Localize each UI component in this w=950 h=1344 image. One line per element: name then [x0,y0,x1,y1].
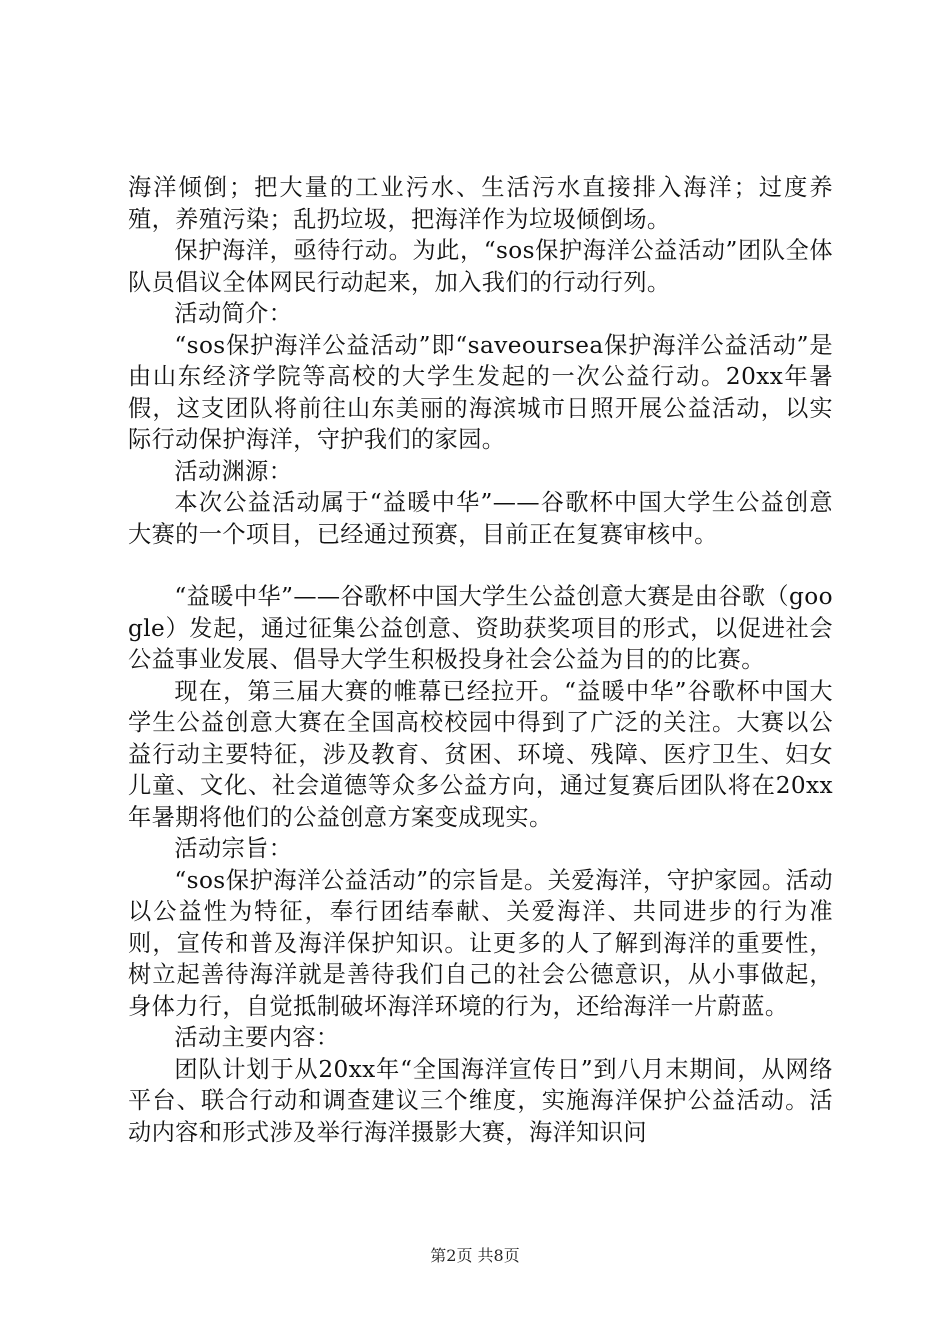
paragraph-contest-description: “益暖中华”——谷歌杯中国大学生公益创意大赛是由谷歌（google）发起，通过征集公益创意、资助获奖项目的形式，以促进社会公益事业发展、倡导大学生积极投身社会公益为目的的比赛。 [128,583,833,673]
paragraph-activity-origin: 本次公益活动属于“益暖中华”——谷歌杯中国大学生公益创意大赛的一个项目，已经通过预赛，目前正在复赛审核中。 [128,489,833,548]
paragraph-activity-intro: “sos保护海洋公益活动”即“saveoursea保护海洋公益活动”是由山东经济学院等高校的大学生发起的一次公益行动。20xx年暑假，这支团队将前往山东美丽的海滨城市日照开展公益活动，以实际行动保护海洋，守护我们的家园。 [128,331,833,453]
paragraph-activity-purpose: “sos保护海洋公益活动”的宗旨是。关爱海洋，守护家园。活动以公益性为特征，奉行团结奉献、关爱海洋、共同进步的行为准则，宣传和普及海洋保护知识。让更多的人了解到海洋的重要性，树立起善待海洋就是善待我们自己的社会公德意识，从小事做起，身体力行，自觉抵制破坏海洋环境的行为，还给海洋一片蔚蓝。 [128,866,833,1020]
document-body [128,172,833,1148]
paragraph-activity-content: 团队计划于从20xx年“全国海洋宣传日”到八月末期间，从网络平台、联合行动和调查建议三个维度，实施海洋保护公益活动。活动内容和形式涉及举行海洋摄影大赛，海洋知识问 [128,1055,833,1146]
page-number-footer: 第2页 共8页 [430,1246,520,1265]
paragraph-spacer [128,550,833,581]
paragraph-contest-current: 现在，第三届大赛的帷幕已经拉开。“益暖中华”谷歌杯中国大学生公益创意大赛在全国高校校园中得到了广泛的关注。大赛以公益行动主要特征，涉及教育、贫困、环境、残障、医疗卫生、妇女儿童、文化、社会道德等众多公益方向，通过复赛后团队将在20xx年暑期将他们的公益创意方案变成现实。 [128,677,833,831]
heading-activity-content: 活动主要内容： [174,1024,340,1051]
paragraph-call-to-action: 保护海洋，亟待行动。为此，“sos保护海洋公益活动”团队全体队员倡议全体网民行动起来，加入我们的行动行列。 [128,237,833,296]
paragraph-pollution-continued: 海洋倾倒；把大量的工业污水、生活污水直接排入海洋；过度养殖，养殖污染；乱扔垃圾，把海洋作为垃圾倾倒场。 [128,174,833,233]
heading-activity-purpose: 活动宗旨： [174,835,293,862]
heading-activity-intro: 活动简介： [174,300,293,327]
heading-activity-origin: 活动渊源： [174,457,293,485]
